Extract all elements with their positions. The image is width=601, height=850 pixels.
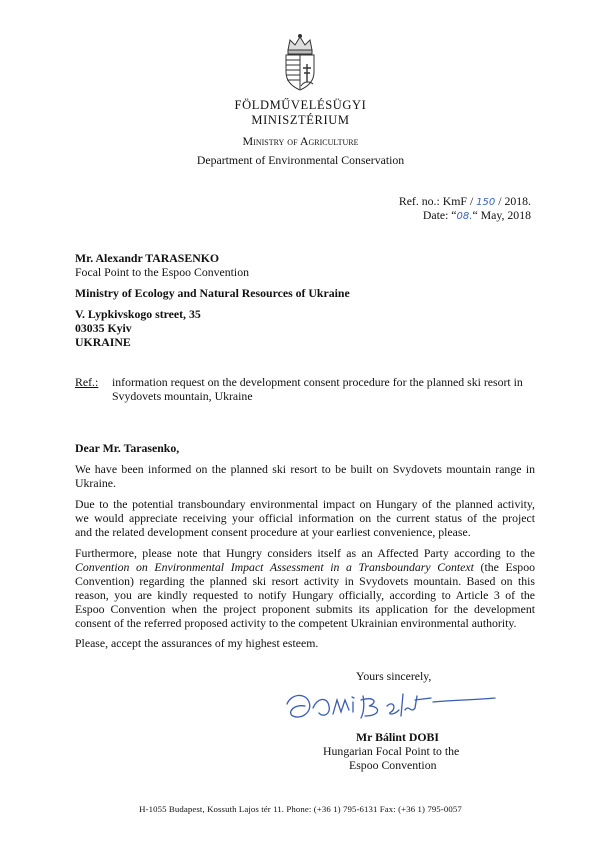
recipient-role: Focal Point to the Espoo Convention <box>75 265 249 279</box>
ministry-en: Ministry of Agriculture <box>242 134 359 148</box>
handwritten-signature <box>283 686 498 726</box>
recipient-country: UKRAINE <box>75 335 131 349</box>
footer-address: H-1055 Budapest, Kossuth Lajos tér 11. Phone: (+36 1) 795-6131 Fax: (+36 1) 795-0057 <box>139 804 462 814</box>
convention-title: Convention on Environmental Impact Assessment in a Transboundary Context <box>75 560 474 574</box>
handwritten-date-day: 08. <box>456 211 473 222</box>
recipient-city: 03035 Kyiv <box>75 321 132 335</box>
salutation: Dear Mr. Tarasenko, <box>75 441 180 455</box>
closing-sincerely: Yours sincerely, <box>356 669 432 683</box>
handwritten-ref-number: 150 <box>476 197 496 208</box>
subject-label: Ref.: <box>75 375 99 389</box>
ministry-hu-line2: MINISZTÉRIUM <box>251 113 350 127</box>
recipient-street: V. Lypkivskogo street, 35 <box>75 307 201 321</box>
signer-title-line1: Hungarian Focal Point to the <box>323 744 460 758</box>
reference-number: Ref. no.: KmF / 150 / 2018. <box>398 194 531 208</box>
hungarian-coat-of-arms-icon <box>279 34 321 92</box>
paragraph-4: Please, accept the assurances of my highest esteem. <box>75 636 319 650</box>
recipient-name: Mr. Alexandr TARASENKO <box>75 251 220 265</box>
department: Department of Environmental Conservation <box>196 153 405 167</box>
paragraph-3: Furthermore, please note that Hungry considers itself as an Affected Party according to the Convention on Environmental Impact Assessment in a Transboundary Context (the Espoo Convention) regarding the planned ski resort activity in Svydovets mountain. Based on this reason, you are kindly requested to notify Hungary officially, according to Article 3 of the Espoo Convention when the project proponent submits its application for the development consent of the referred proposed activity to the competent Ukrainian environmental authority. <box>75 546 535 630</box>
signer-name: Mr Bálint DOBI <box>356 730 440 744</box>
paragraph-2: Due to the potential transboundary environmental impact on Hungary of the planned activity, we would appreciate receiving your official information on the current status of the project and the related development consent procedure at your earliest convenience, please. <box>75 497 535 539</box>
date-line: Date: “08.“ May, 2018 <box>422 208 531 222</box>
subject-line2: Svydovets mountain, Ukraine <box>112 389 253 403</box>
recipient-organization: Ministry of Ecology and Natural Resources of Ukraine <box>75 286 350 300</box>
paragraph-1: We have been informed on the planned ski resort to be built on Svydovets mountain range in Ukraine. <box>75 462 535 490</box>
subject-line1: information request on the development consent procedure for the planned ski resort in <box>112 375 523 389</box>
signer-title-line2: Espoo Convention <box>349 758 437 772</box>
ministry-hu-line1: FÖLDMŰVELÉSÜGYI <box>234 98 367 112</box>
